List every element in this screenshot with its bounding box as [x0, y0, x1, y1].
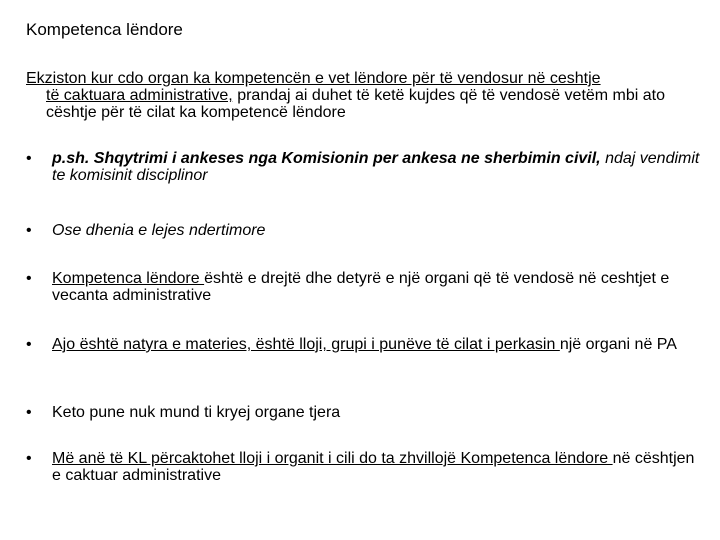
bullet-4-normal: një organi në PA [559, 336, 677, 353]
bullet-3-normal: është e drejtë dhe detyrë e një organi që të vendosë në ceshtjet e vecanta administrative [52, 270, 670, 304]
bullet-dot-icon: • [26, 404, 32, 421]
intro-paragraph [26, 70, 706, 121]
bullet-2-italic: Ose dhenia e lejes ndertimore [52, 222, 266, 239]
bullet-5-normal: Keto pune nuk mund ti kryej organe tjera [52, 404, 341, 421]
intro-underlined-2: të caktuara administrative, [46, 87, 233, 104]
intro-continuation [26, 87, 706, 121]
bullet-1-italic: ndaj vendimit te komisinit disciplinor [52, 150, 700, 184]
bullet-6-normal: në cështjen e caktuar administrative [52, 450, 695, 484]
bullet-4-underlined: Ajo është natyra e materies, është lloji, grupi i punëve të cilat i perkasin [52, 336, 560, 353]
bullet-dot-icon: • [26, 336, 32, 353]
intro-normal: prandaj ai duhet të ketë kujdes që të vendosë vetëm mbi ato cështje për të cilat ka kompetencë lëndore [46, 87, 666, 121]
bullet-dot-icon: • [26, 270, 32, 287]
intro-underlined-1: Ekziston kur cdo organ ka kompetencën e vet lëndore për të vendosur në ceshtje [26, 70, 601, 87]
bullet-item-6 [26, 450, 706, 484]
bullet-6-underlined: Më anë të KL përcaktohet lloji i organit i cili do ta zhvillojë Kompetenca lëndore [52, 450, 613, 467]
bullet-3-underlined: Kompetenca lëndore [52, 270, 205, 287]
bullet-item-4 [26, 336, 706, 353]
bullet-dot-icon: • [26, 450, 32, 467]
bullet-1-bold-italic: p.sh. Shqytrimi i ankeses nga Komisionin per ankesa ne sherbimin civil, [52, 150, 601, 167]
bullet-item-2 [26, 222, 706, 239]
bullet-item-1 [26, 150, 706, 184]
bullet-item-3 [26, 270, 706, 304]
bullet-dot-icon: • [26, 150, 32, 167]
slide-title: Kompetenca lëndore [26, 20, 183, 39]
bullet-dot-icon: • [26, 222, 32, 239]
bullet-item-5 [26, 404, 706, 421]
